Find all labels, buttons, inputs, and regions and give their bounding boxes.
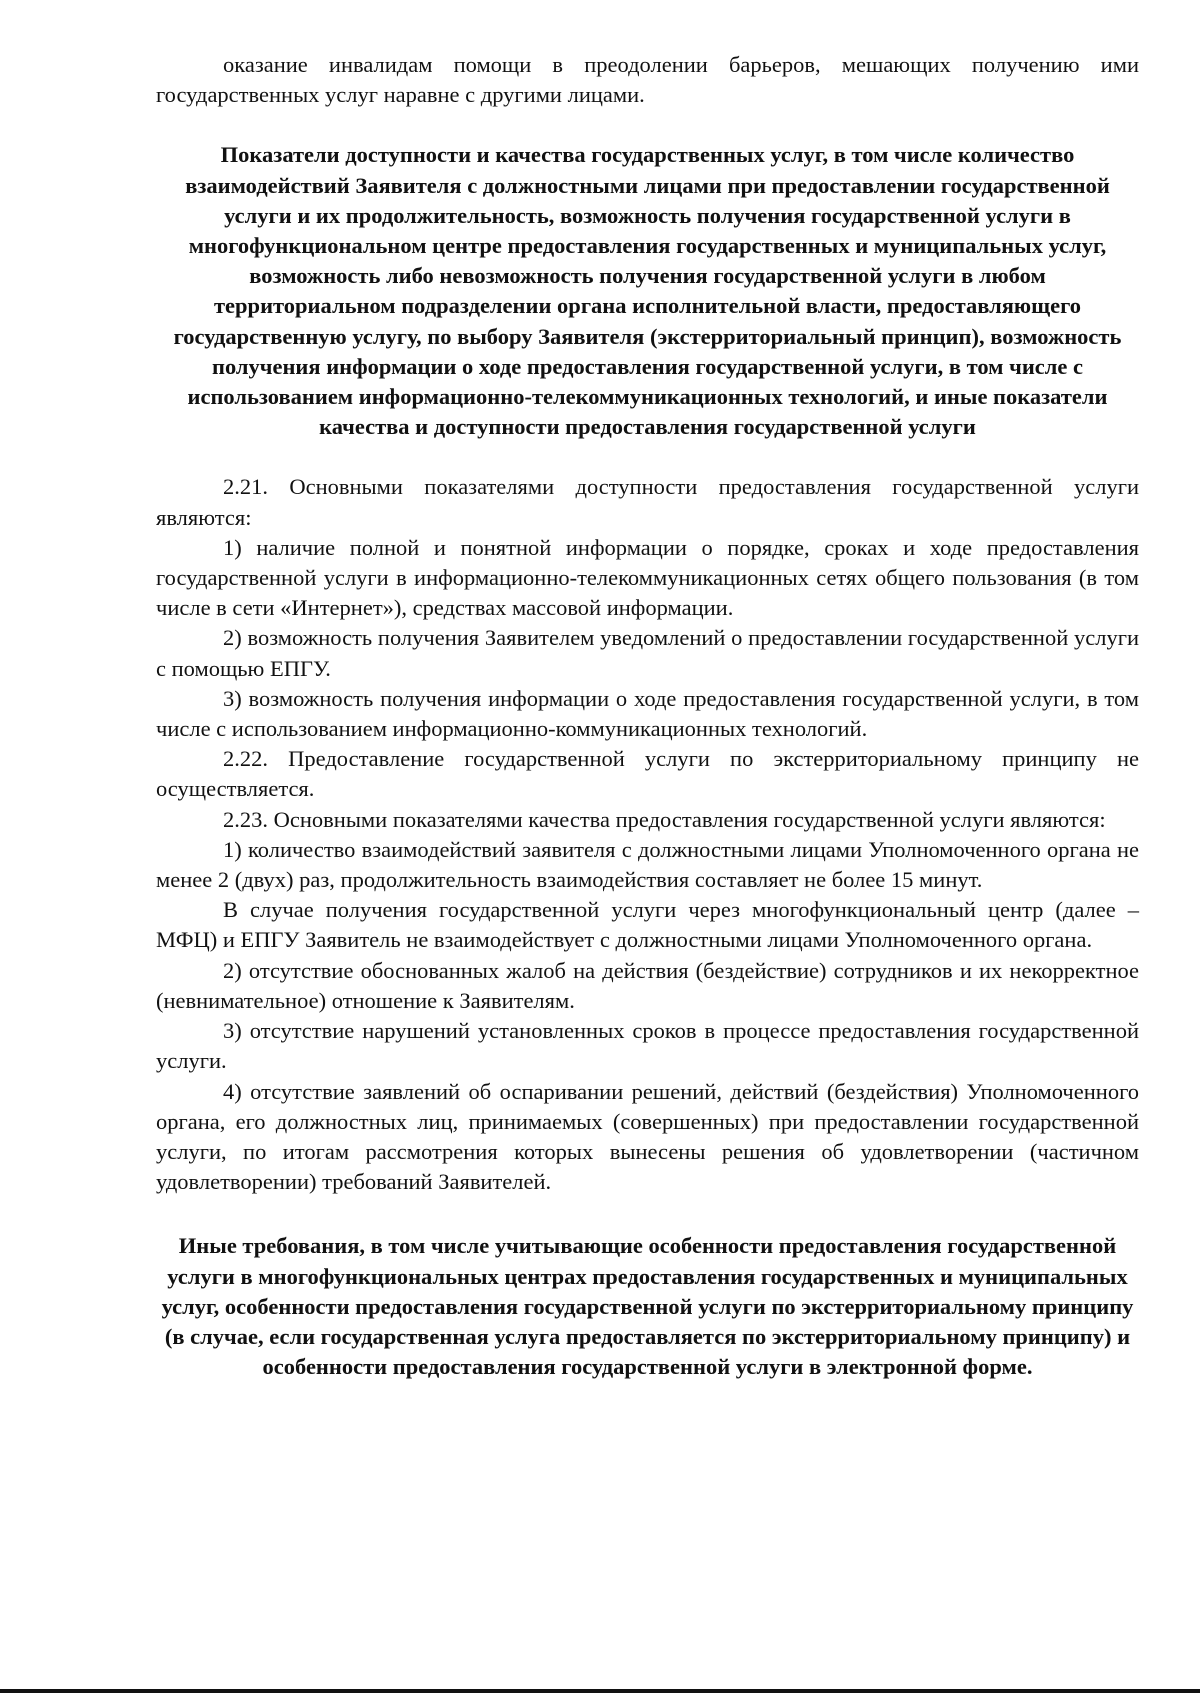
intro-paragraph: оказание инвалидам помощи в преодолении барьеров, мешающих получению ими государственных услуг наравне с другими лицами. — [156, 52, 1139, 108]
paragraph-2-23: 2.23. Основными показателями качества предоставления государственной услуги являются: — [223, 806, 1106, 832]
list-item-2-23-2: 2) отсутствие обоснованных жалоб на действия (бездействие) сотрудников и их некорректное (невнимательное) отношение к Заявителям. — [156, 957, 1139, 1013]
section-heading-other-requirements: Иные требования, в том числе учитывающие особенности предоставления государственной услуги в многофункциональных центрах предоставления государственных и муниципальных услуг, особенности предоставления государственной услуги по экстерриториальному принципу (в случае, если государственная услуга предоставляется по экстерриториальному принципу) и особенности предоставления государственной услуги в электронной форме. — [161, 1233, 1134, 1380]
spacer — [156, 1197, 1139, 1231]
paragraph-mfc-note: В случае получения государственной услуги через многофункциональный центр (далее – МФЦ) и ЕПГУ Заявитель не взаимодействует с должностными лицами Уполномоченного органа. — [156, 897, 1139, 953]
section-heading-accessibility-indicators: Показатели доступности и качества государственных услуг, в том числе количество взаимодействий Заявителя с должностными лицами при предоставлении государственной услуги и их продолжительность, возможность получения государственной услуги в многофункциональном центре предоставления государственных и муниципальных услуг, возможность либо невозможность получения государственной услуги в любом территориальном подразделении органа исполнительной власти, предоставляющего государственную услугу, по выбору Заявителя (экстерриториальный принцип), возможность получения информации о ходе предоставления государственной услуги, в том числе с использованием информационно-телекоммуникационных технологий, и иные показатели качества и доступности предоставления государственной услуги — [173, 142, 1122, 440]
paragraph-2-21: 2.21. Основными показателями доступности предоставления государственной услуги являются: — [156, 474, 1139, 530]
list-item-2-23-4: 4) отсутствие заявлений об оспаривании решений, действий (бездействия) Уполномоченного органа, его должностных лиц, принимаемых (совершенных) при предоставлении государственной услуги, по итогам рассмотрения которых вынесены решения об удовлетворении (частичном удовлетворении) требований Заявителей. — [156, 1078, 1139, 1195]
paragraph-2-22: 2.22. Предоставление государственной услуги по экстерриториальному принципу не осуществляется. — [156, 746, 1139, 802]
list-item-2-23-3: 3) отсутствие нарушений установленных сроков в процессе предоставления государственной услуги. — [156, 1018, 1139, 1074]
list-item-2-21-2: 2) возможность получения Заявителем уведомлений о предоставлении государственной услуги с помощью ЕПГУ. — [156, 625, 1139, 681]
list-item-2-21-1: 1) наличие полной и понятной информации о порядке, сроках и ходе предоставления государственной услуги в информационно-телекоммуникационных сетях общего пользования (в том числе в сети «Интернет»), средствах массовой информации. — [156, 534, 1139, 621]
list-item-2-23-1: 1) количество взаимодействий заявителя с должностными лицами Уполномоченного органа не менее 2 (двух) раз, продолжительность взаимодействия составляет не более 15 минут. — [156, 836, 1139, 893]
list-item-2-21-3: 3) возможность получения информации о ходе предоставления государственной услуги, в том числе с использованием информационно-коммуникационных технологий. — [156, 685, 1139, 742]
spacer — [156, 110, 1139, 140]
document-page — [156, 50, 1139, 1382]
spacer — [156, 442, 1139, 472]
page-bottom-edge — [0, 1689, 1200, 1693]
